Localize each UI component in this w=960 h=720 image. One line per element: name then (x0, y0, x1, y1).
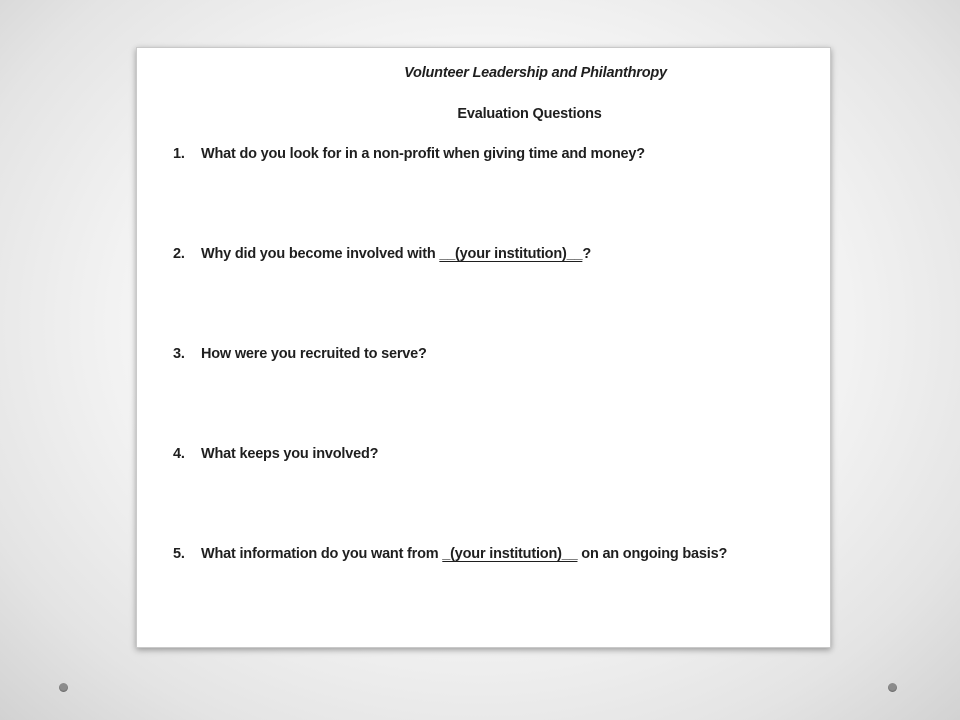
question-text: How were you recruited to serve? (201, 346, 427, 362)
question-4 (173, 446, 378, 462)
question-number: 2. (173, 246, 185, 262)
question-number: 4. (173, 446, 185, 462)
question-number: 1. (173, 146, 185, 162)
institution-blank: __(your institution)__ (439, 246, 583, 262)
question-5 (173, 546, 727, 562)
question-3 (173, 346, 427, 362)
question-number: 3. (173, 346, 185, 362)
slide-decoration-dot-right (888, 683, 897, 692)
document-page (136, 47, 831, 648)
question-text: What do you look for in a non-profit when giving time and money? (201, 146, 645, 162)
document-title: Volunteer Leadership and Philanthropy (404, 65, 667, 81)
question-text: What information do you want from (201, 546, 443, 562)
question-text: What keeps you involved? (201, 446, 379, 462)
slide-decoration-dot-left (59, 683, 68, 692)
question-text-end: ? (582, 246, 592, 262)
question-2 (173, 246, 591, 262)
question-text-end: on an ongoing basis? (577, 546, 728, 562)
institution-blank: _(your institution)__ (442, 546, 578, 562)
question-text: Why did you become involved with (201, 246, 440, 262)
question-number: 5. (173, 546, 185, 562)
question-1 (173, 146, 645, 162)
document-subtitle: Evaluation Questions (457, 106, 602, 122)
